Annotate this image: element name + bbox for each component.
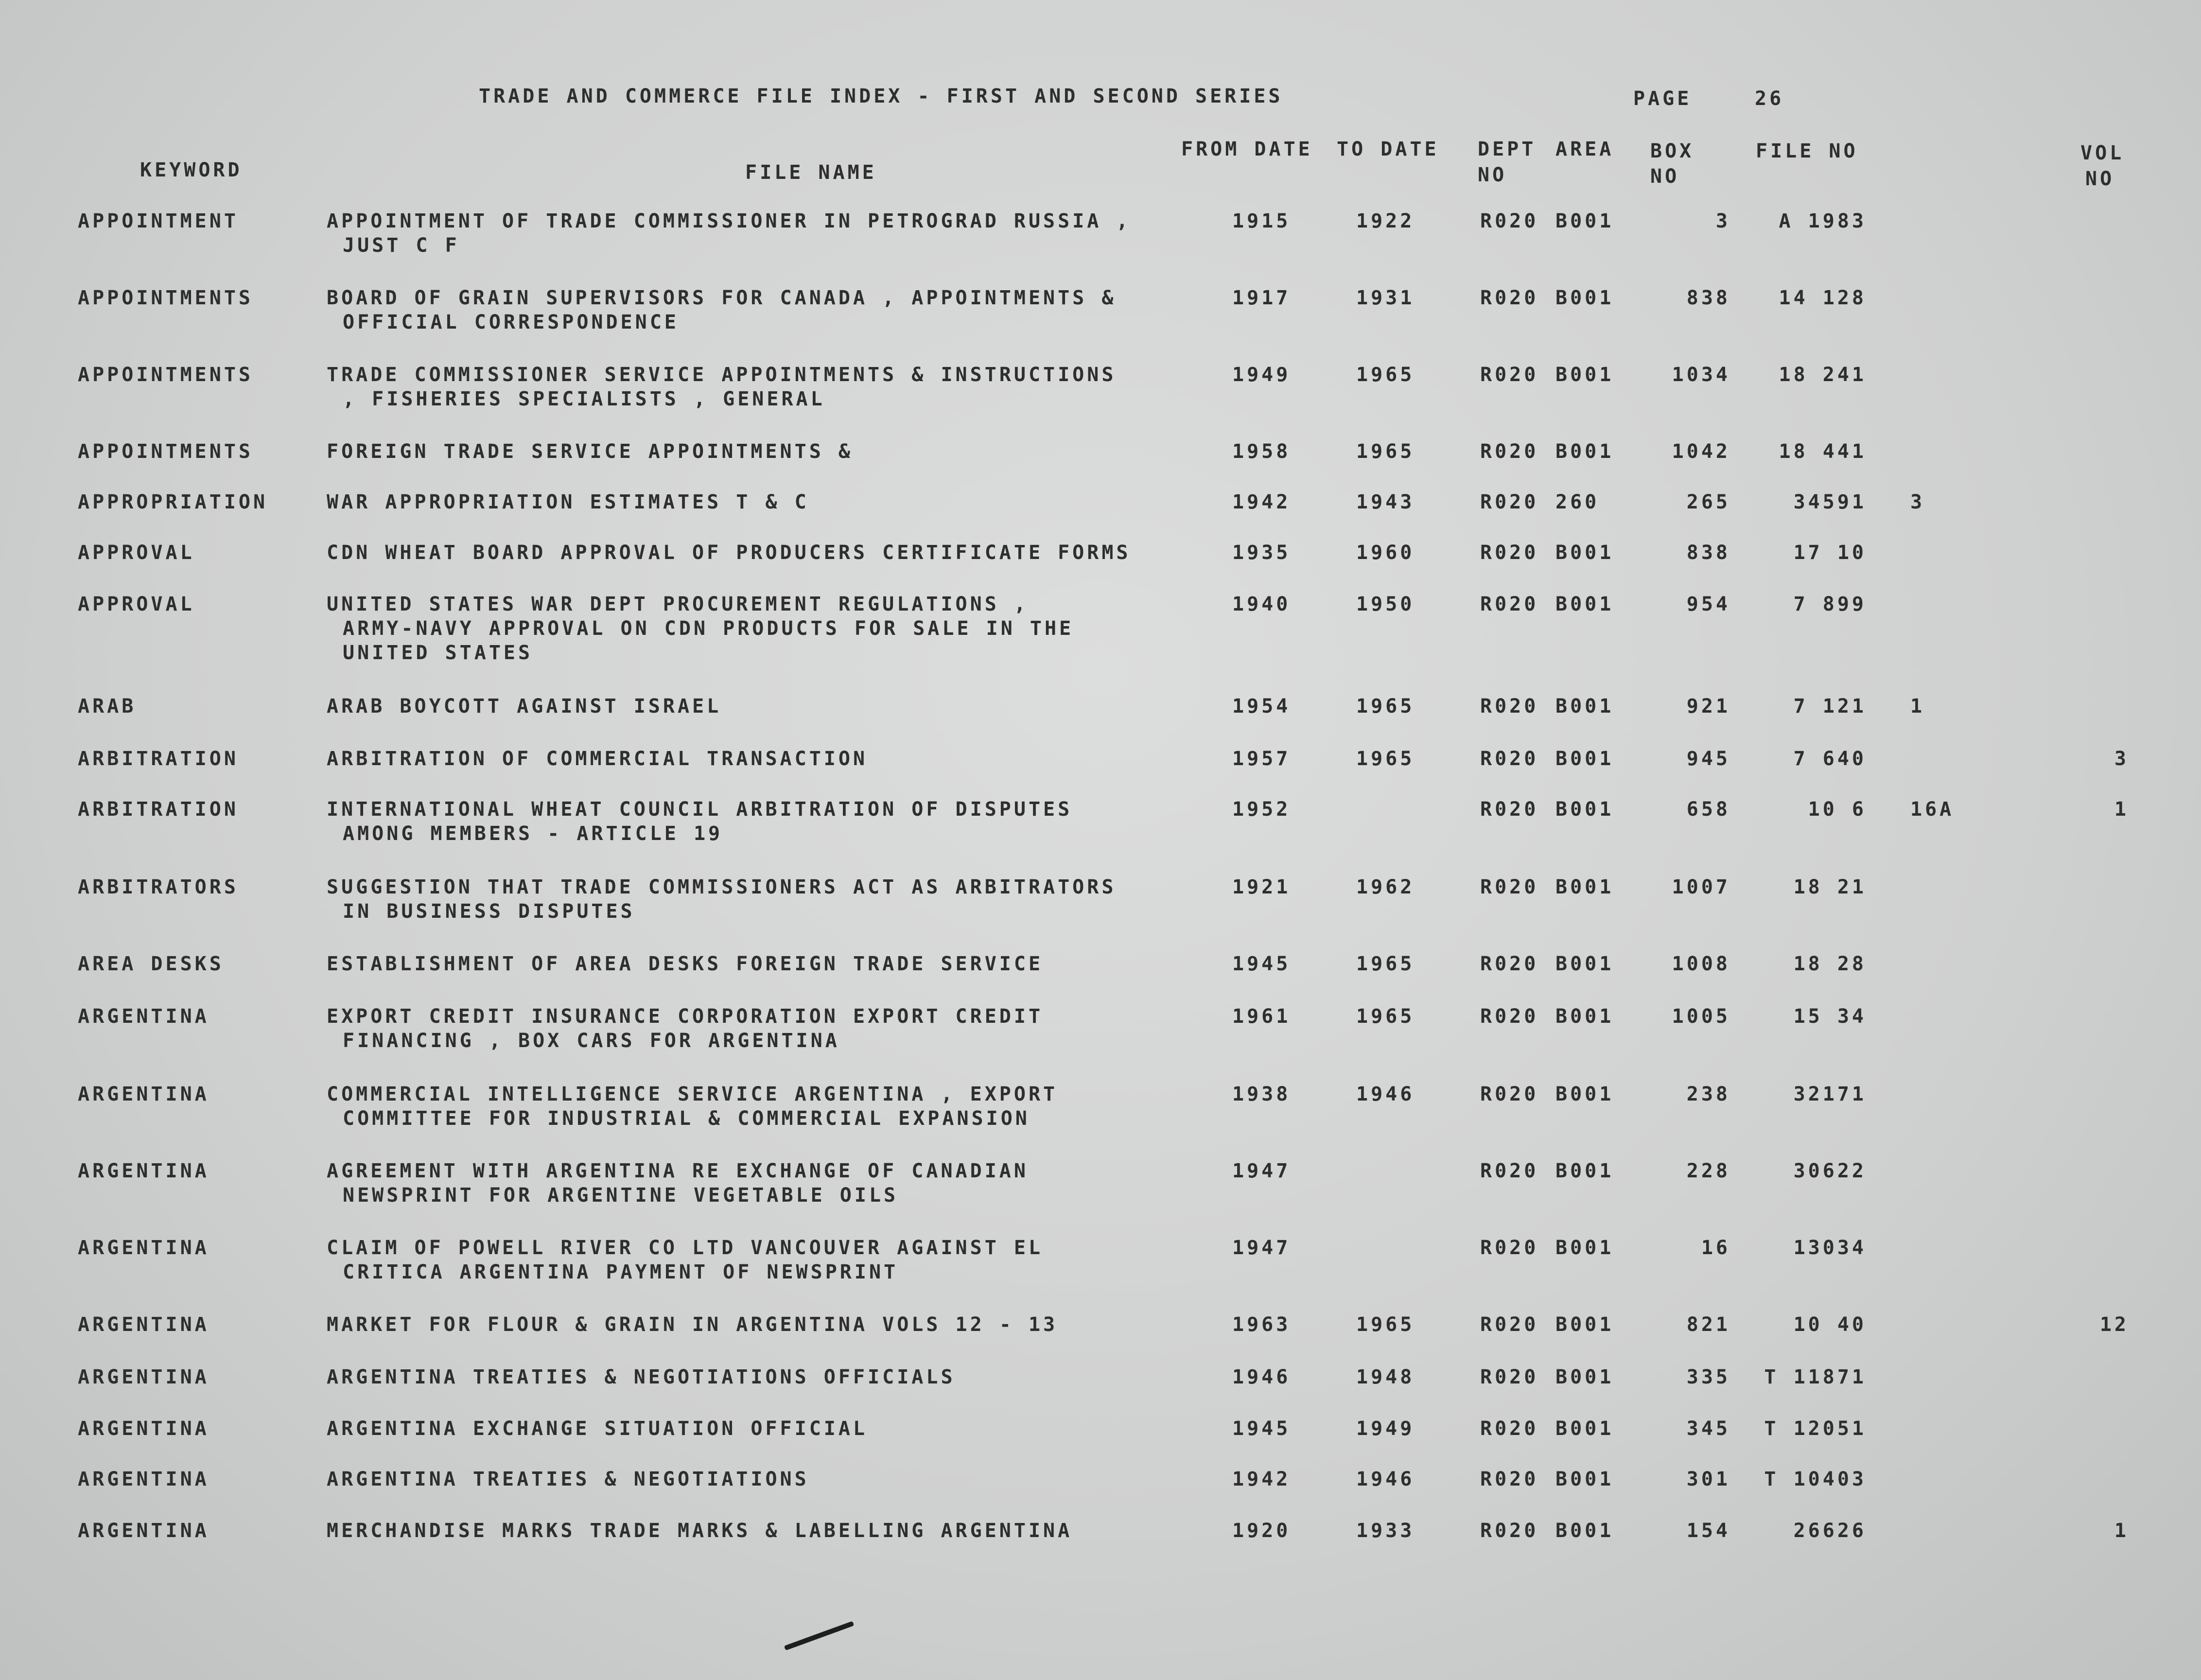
row-to-date: 1922 xyxy=(1356,210,1415,232)
row-box-no: 154 xyxy=(1686,1520,1730,1542)
row-file-no: 13034 xyxy=(1793,1237,1867,1259)
col-header-from-date: FROM DATE xyxy=(1181,138,1313,160)
row-area: B001 xyxy=(1555,695,1614,718)
row-to-date: 1933 xyxy=(1356,1520,1415,1542)
row-box-no: 3 xyxy=(1715,210,1730,232)
row-dept-no: R020 xyxy=(1480,1160,1539,1182)
row-file-name-line-1: SUGGESTION THAT TRADE COMMISSIONERS ACT AS ARBITRATORS xyxy=(327,876,1117,898)
row-keyword: APPOINTMENT xyxy=(78,210,239,232)
row-from-date: 1935 xyxy=(1232,542,1291,564)
table-row xyxy=(0,1082,2201,1155)
row-file-name-line-1: CLAIM OF POWELL RIVER CO LTD VANCOUVER AGAINST EL xyxy=(327,1237,1044,1259)
col-header-vol: VOL xyxy=(2080,142,2125,164)
row-keyword: AREA DESKS xyxy=(78,953,224,975)
pen-mark xyxy=(784,1621,854,1651)
row-file-name-line-2: AMONG MEMBERS - ARTICLE 19 xyxy=(343,822,723,845)
row-dept-no: R020 xyxy=(1480,1418,1539,1440)
row-file-name-line-2: IN BUSINESS DISPUTES xyxy=(343,900,635,923)
row-keyword: ARGENTINA xyxy=(78,1313,210,1336)
page-number: 26 xyxy=(1755,88,1784,110)
col-header-area: AREA xyxy=(1555,138,1614,160)
row-file-no: T 12051 xyxy=(1764,1418,1867,1440)
row-box-no: 16 xyxy=(1701,1237,1730,1259)
row-keyword: ARGENTINA xyxy=(78,1237,210,1259)
row-dept-no: R020 xyxy=(1480,440,1539,463)
row-file-name-line-2: , FISHERIES SPECIALISTS , GENERAL xyxy=(343,388,825,410)
row-area: B001 xyxy=(1555,1005,1614,1028)
row-file-name-line-2: FINANCING , BOX CARS FOR ARGENTINA xyxy=(343,1030,840,1052)
row-file-name-line-1: ARGENTINA TREATIES & NEGOTIATIONS OFFICIALS xyxy=(327,1366,956,1388)
row-from-date: 1946 xyxy=(1232,1366,1291,1388)
row-file-no: 34591 xyxy=(1793,491,1867,513)
row-box-no: 1008 xyxy=(1672,953,1730,975)
row-area: B001 xyxy=(1555,953,1614,975)
row-file-no: T 10403 xyxy=(1764,1468,1867,1490)
row-box-no: 821 xyxy=(1686,1313,1730,1336)
col-header-file-no: FILE NO xyxy=(1756,140,1858,162)
row-to-date: 1950 xyxy=(1356,593,1415,615)
row-dept-no: R020 xyxy=(1480,1520,1539,1542)
row-dept-no: R020 xyxy=(1480,491,1539,513)
row-keyword: APPOINTMENTS xyxy=(78,440,253,463)
row-dept-no: R020 xyxy=(1480,798,1539,821)
row-box-no: 1042 xyxy=(1672,440,1730,463)
row-dept-no: R020 xyxy=(1480,1083,1539,1105)
row-keyword: APPOINTMENTS xyxy=(78,364,253,386)
row-box-no: 954 xyxy=(1686,593,1730,615)
row-keyword: APPOINTMENTS xyxy=(78,287,253,309)
row-area: B001 xyxy=(1555,542,1614,564)
row-file-name-line-1: MERCHANDISE MARKS TRADE MARKS & LABELLING ARGENTINA xyxy=(327,1520,1073,1542)
row-dept-no: R020 xyxy=(1480,1313,1539,1336)
row-file-name-line-1: ARGENTINA EXCHANGE SITUATION OFFICIAL xyxy=(327,1418,868,1440)
col-header-dept-no: NO xyxy=(1478,164,1507,186)
row-keyword: ARGENTINA xyxy=(78,1418,210,1440)
row-from-date: 1921 xyxy=(1232,876,1291,898)
row-dept-no: R020 xyxy=(1480,876,1539,898)
row-file-no: 14 128 xyxy=(1779,287,1867,309)
row-to-date: 1948 xyxy=(1356,1366,1415,1388)
row-area: B001 xyxy=(1555,876,1614,898)
row-from-date: 1920 xyxy=(1232,1520,1291,1542)
row-area: B001 xyxy=(1555,287,1614,309)
row-box-no: 1005 xyxy=(1672,1005,1730,1028)
row-dept-no: R020 xyxy=(1480,953,1539,975)
row-box-no: 265 xyxy=(1686,491,1730,513)
col-header-file-name: FILE NAME xyxy=(745,161,877,184)
row-sub-file: 1 xyxy=(1910,695,1925,718)
row-vol-no: 1 xyxy=(2114,798,2129,821)
row-to-date: 1931 xyxy=(1356,287,1415,309)
row-dept-no: R020 xyxy=(1480,593,1539,615)
table-row xyxy=(0,1004,2201,1077)
table-row xyxy=(0,363,2201,436)
row-file-no: 10 6 xyxy=(1808,798,1867,821)
row-area: B001 xyxy=(1555,1366,1614,1388)
row-area: B001 xyxy=(1555,1520,1614,1542)
row-area: B001 xyxy=(1555,364,1614,386)
row-file-no: 18 241 xyxy=(1779,364,1867,386)
row-file-name-line-1: FOREIGN TRADE SERVICE APPOINTMENTS & xyxy=(327,440,853,463)
row-keyword: ARGENTINA xyxy=(78,1005,210,1028)
row-file-no: 15 34 xyxy=(1793,1005,1867,1028)
row-file-name-line-1: AGREEMENT WITH ARGENTINA RE EXCHANGE OF CANADIAN xyxy=(327,1160,1029,1182)
row-file-name-line-1: UNITED STATES WAR DEPT PROCUREMENT REGULATIONS , xyxy=(327,593,1029,615)
row-from-date: 1958 xyxy=(1232,440,1291,463)
row-dept-no: R020 xyxy=(1480,695,1539,718)
row-file-name-line-2: JUST C F xyxy=(343,234,460,257)
row-area: B001 xyxy=(1555,1468,1614,1490)
row-keyword: ARBITRATORS xyxy=(78,876,239,898)
row-box-no: 838 xyxy=(1686,287,1730,309)
table-row xyxy=(0,1159,2201,1232)
row-from-date: 1949 xyxy=(1232,364,1291,386)
row-file-name-line-1: TRADE COMMISSIONER SERVICE APPOINTMENTS & INSTRUCTIONS xyxy=(327,364,1117,386)
row-area: B001 xyxy=(1555,1160,1614,1182)
row-area: B001 xyxy=(1555,1237,1614,1259)
row-to-date: 1960 xyxy=(1356,542,1415,564)
row-file-no: 18 28 xyxy=(1793,953,1867,975)
row-keyword: APPROVAL xyxy=(78,542,195,564)
row-box-no: 838 xyxy=(1686,542,1730,564)
row-area: B001 xyxy=(1555,798,1614,821)
row-file-no: 32171 xyxy=(1793,1083,1867,1105)
row-file-no: 26626 xyxy=(1793,1520,1867,1542)
row-dept-no: R020 xyxy=(1480,748,1539,770)
row-from-date: 1945 xyxy=(1232,953,1291,975)
row-keyword: ARGENTINA xyxy=(78,1366,210,1388)
row-file-name-line-1: EXPORT CREDIT INSURANCE CORPORATION EXPORT CREDIT xyxy=(327,1005,1044,1028)
row-keyword: ARGENTINA xyxy=(78,1083,210,1105)
row-to-date: 1946 xyxy=(1356,1083,1415,1105)
row-box-no: 658 xyxy=(1686,798,1730,821)
row-from-date: 1954 xyxy=(1232,695,1291,718)
row-keyword: ARBITRATION xyxy=(78,748,239,770)
col-header-dept: DEPT xyxy=(1478,138,1537,160)
row-to-date: 1949 xyxy=(1356,1418,1415,1440)
row-file-name-line-1: WAR APPROPRIATION ESTIMATES T & C xyxy=(327,491,809,513)
table-row xyxy=(0,1519,2201,1592)
row-area: B001 xyxy=(1555,210,1614,232)
row-file-name-line-1: CDN WHEAT BOARD APPROVAL OF PRODUCERS CERTIFICATE FORMS xyxy=(327,542,1131,564)
page-label: PAGE xyxy=(1633,88,1692,110)
row-file-name-line-1: ARAB BOYCOTT AGAINST ISRAEL xyxy=(327,695,722,718)
row-file-no: 18 441 xyxy=(1779,440,1867,463)
row-file-name-line-1: APPOINTMENT OF TRADE COMMISSIONER IN PETROGRAD RUSSIA , xyxy=(327,210,1131,232)
table-row xyxy=(0,286,2201,359)
row-file-name-line-3: UNITED STATES xyxy=(343,642,533,664)
row-file-name-line-1: ESTABLISHMENT OF AREA DESKS FOREIGN TRADE SERVICE xyxy=(327,953,1044,975)
row-from-date: 1963 xyxy=(1232,1313,1291,1336)
row-keyword: ARGENTINA xyxy=(78,1160,210,1182)
row-file-name-line-1: BOARD OF GRAIN SUPERVISORS FOR CANADA , APPOINTMENTS & xyxy=(327,287,1117,309)
row-file-name-line-1: INTERNATIONAL WHEAT COUNCIL ARBITRATION OF DISPUTES xyxy=(327,798,1073,821)
row-area: B001 xyxy=(1555,440,1614,463)
row-area: B001 xyxy=(1555,1418,1614,1440)
row-keyword: ARAB xyxy=(78,695,137,718)
row-to-date: 1965 xyxy=(1356,1313,1415,1336)
table-row xyxy=(0,797,2201,870)
row-from-date: 1961 xyxy=(1232,1005,1291,1028)
row-file-name-line-2: CRITICA ARGENTINA PAYMENT OF NEWSPRINT xyxy=(343,1261,899,1283)
row-file-name-line-2: NEWSPRINT FOR ARGENTINE VEGETABLE OILS xyxy=(343,1184,899,1207)
row-area: 260 xyxy=(1555,491,1600,513)
row-vol-no: 12 xyxy=(2099,1313,2129,1336)
row-file-no: 10 40 xyxy=(1793,1313,1867,1336)
row-box-no: 1034 xyxy=(1672,364,1730,386)
row-file-no: 18 21 xyxy=(1793,876,1867,898)
row-to-date: 1965 xyxy=(1356,364,1415,386)
row-to-date: 1965 xyxy=(1356,748,1415,770)
col-header-keyword: KEYWORD xyxy=(140,159,243,181)
row-file-name-line-2: OFFICIAL CORRESPONDENCE xyxy=(343,311,679,333)
row-dept-no: R020 xyxy=(1480,542,1539,564)
row-dept-no: R020 xyxy=(1480,210,1539,232)
col-header-vol-no: NO xyxy=(2085,168,2115,190)
row-dept-no: R020 xyxy=(1480,1005,1539,1028)
table-row xyxy=(0,1236,2201,1309)
row-from-date: 1947 xyxy=(1232,1237,1291,1259)
row-file-name-line-1: MARKET FOR FLOUR & GRAIN IN ARGENTINA VOLS 12 - 13 xyxy=(327,1313,1058,1336)
row-from-date: 1942 xyxy=(1232,491,1291,513)
row-from-date: 1917 xyxy=(1232,287,1291,309)
row-box-no: 238 xyxy=(1686,1083,1730,1105)
table-row xyxy=(0,875,2201,948)
row-box-no: 335 xyxy=(1686,1366,1730,1388)
row-file-no: 7 640 xyxy=(1793,748,1867,770)
row-file-no: 7 121 xyxy=(1793,695,1867,718)
row-box-no: 345 xyxy=(1686,1418,1730,1440)
row-keyword: ARGENTINA xyxy=(78,1520,210,1542)
row-box-no: 945 xyxy=(1686,748,1730,770)
row-file-name-line-2: COMMITTEE FOR INDUSTRIAL & COMMERCIAL EXPANSION xyxy=(343,1107,1030,1130)
row-to-date: 1965 xyxy=(1356,953,1415,975)
row-file-no: 17 10 xyxy=(1793,542,1867,564)
row-file-no: T 11871 xyxy=(1764,1366,1867,1388)
row-area: B001 xyxy=(1555,748,1614,770)
row-box-no: 1007 xyxy=(1672,876,1730,898)
row-from-date: 1940 xyxy=(1232,593,1291,615)
table-row xyxy=(0,209,2201,282)
row-from-date: 1957 xyxy=(1232,748,1291,770)
row-dept-no: R020 xyxy=(1480,287,1539,309)
row-to-date: 1943 xyxy=(1356,491,1415,513)
row-from-date: 1952 xyxy=(1232,798,1291,821)
page-title: TRADE AND COMMERCE FILE INDEX - FIRST AND SECOND SERIES xyxy=(479,85,1283,107)
row-file-name-line-1: COMMERCIAL INTELLIGENCE SERVICE ARGENTINA , EXPORT xyxy=(327,1083,1058,1105)
row-dept-no: R020 xyxy=(1480,364,1539,386)
row-file-no: 7 899 xyxy=(1793,593,1867,615)
row-to-date: 1962 xyxy=(1356,876,1415,898)
row-vol-no: 1 xyxy=(2114,1520,2129,1542)
row-box-no: 301 xyxy=(1686,1468,1730,1490)
row-dept-no: R020 xyxy=(1480,1237,1539,1259)
row-area: B001 xyxy=(1555,1083,1614,1105)
row-from-date: 1915 xyxy=(1232,210,1291,232)
row-area: B001 xyxy=(1555,593,1614,615)
row-file-name-line-1: ARBITRATION OF COMMERCIAL TRANSACTION xyxy=(327,748,868,770)
row-dept-no: R020 xyxy=(1480,1468,1539,1490)
row-from-date: 1945 xyxy=(1232,1418,1291,1440)
col-header-box-no: NO xyxy=(1650,165,1680,188)
col-header-box: BOX xyxy=(1650,140,1694,162)
row-sub-file: 16A xyxy=(1910,798,1955,821)
row-keyword: APPROVAL xyxy=(78,593,195,615)
row-box-no: 921 xyxy=(1686,695,1730,718)
row-file-name-line-1: ARGENTINA TREATIES & NEGOTIATIONS xyxy=(327,1468,809,1490)
row-from-date: 1947 xyxy=(1232,1160,1291,1182)
row-area: B001 xyxy=(1555,1313,1614,1336)
row-vol-no: 3 xyxy=(2114,748,2129,770)
row-file-no: A 1983 xyxy=(1779,210,1867,232)
row-keyword: APPROPRIATION xyxy=(78,491,268,513)
row-from-date: 1938 xyxy=(1232,1083,1291,1105)
row-keyword: ARGENTINA xyxy=(78,1468,210,1490)
row-keyword: ARBITRATION xyxy=(78,798,239,821)
row-to-date: 1965 xyxy=(1356,440,1415,463)
row-box-no: 228 xyxy=(1686,1160,1730,1182)
row-from-date: 1942 xyxy=(1232,1468,1291,1490)
row-sub-file: 3 xyxy=(1910,491,1925,513)
row-file-no: 30622 xyxy=(1793,1160,1867,1182)
row-to-date: 1946 xyxy=(1356,1468,1415,1490)
row-to-date: 1965 xyxy=(1356,1005,1415,1028)
row-dept-no: R020 xyxy=(1480,1366,1539,1388)
row-file-name-line-2: ARMY-NAVY APPROVAL ON CDN PRODUCTS FOR SALE IN THE xyxy=(343,617,1074,640)
col-header-to-date: TO DATE xyxy=(1337,138,1439,160)
row-to-date: 1965 xyxy=(1356,695,1415,718)
table-row xyxy=(0,592,2201,665)
